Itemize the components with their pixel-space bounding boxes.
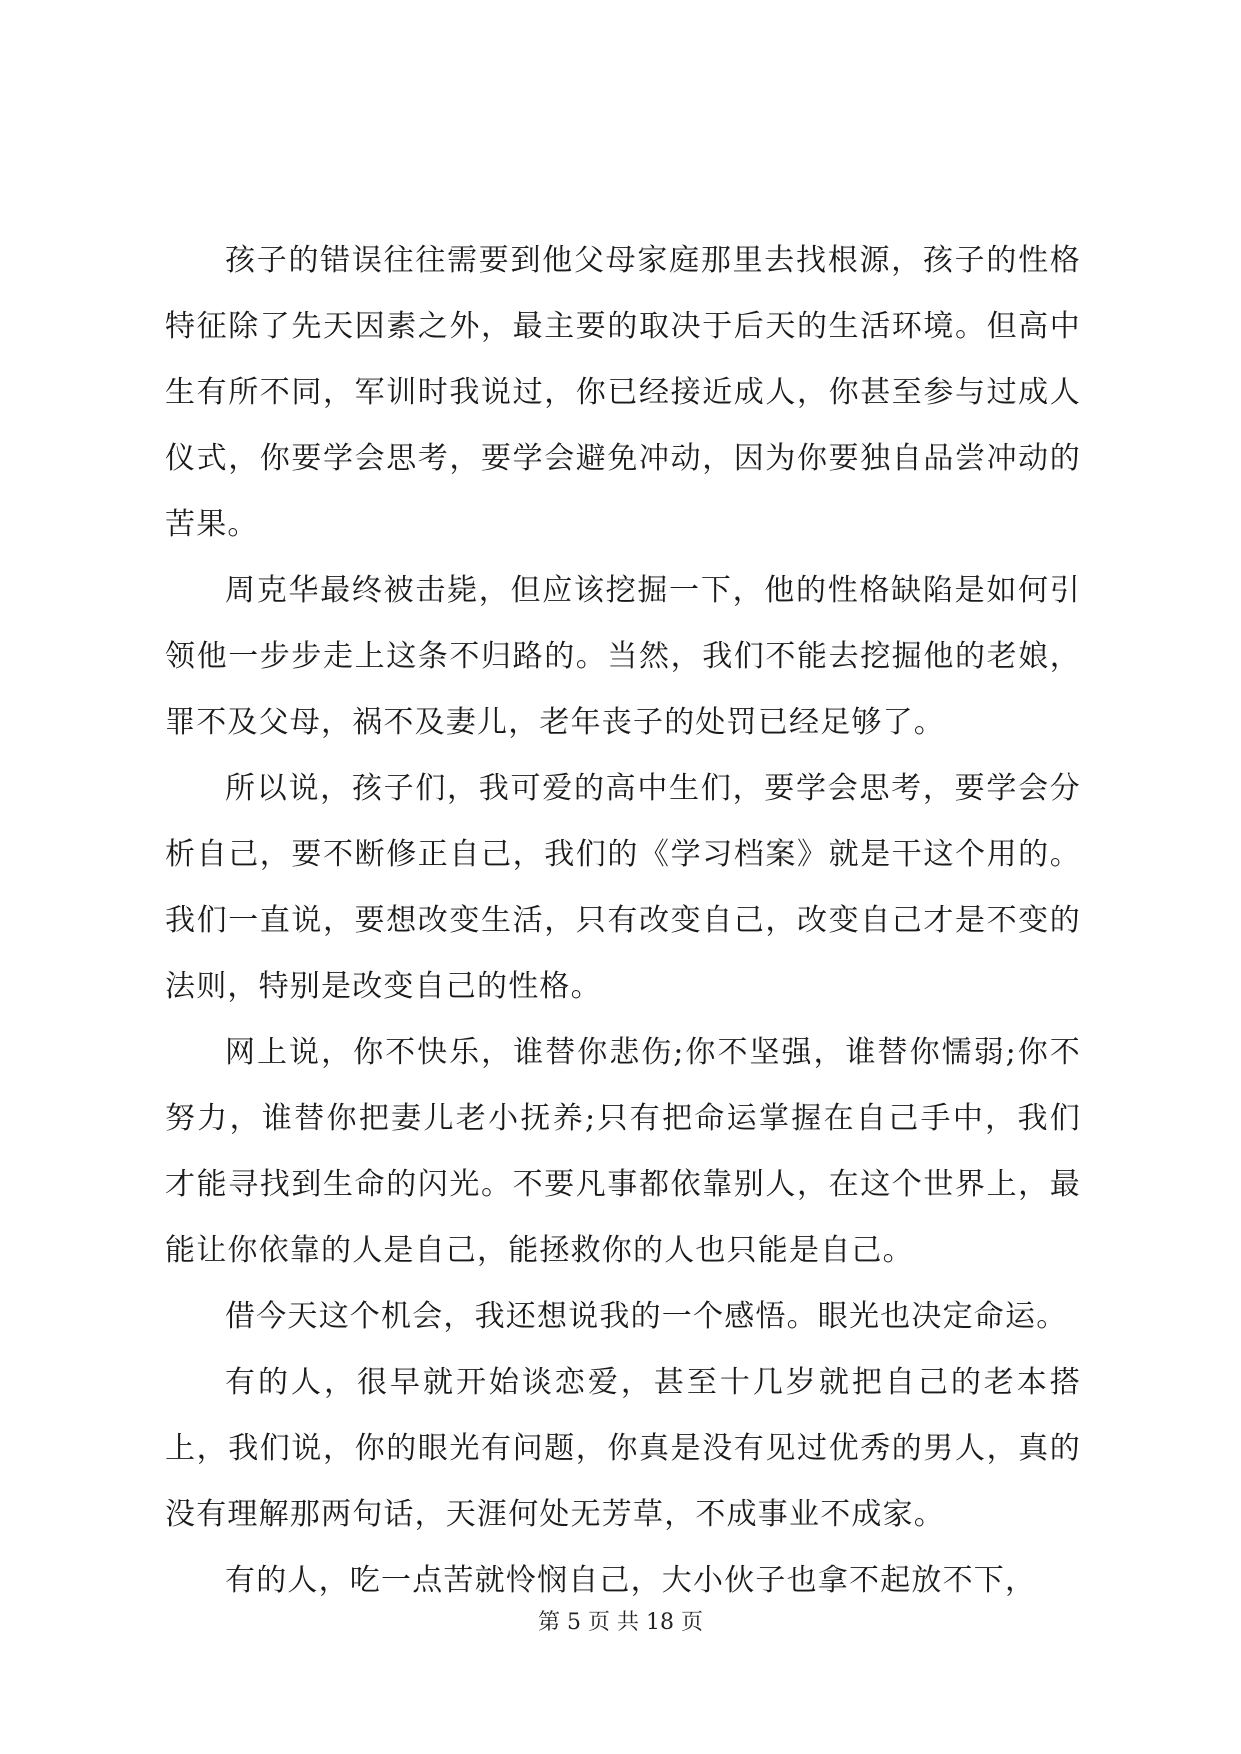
paragraph: 借今天这个机会，我还想说我的一个感悟。眼光也决定命运。 [225,1299,1068,1334]
paragraph: 有的人，吃一点苦就怜悯自己，大小伙子也拿不起放不下， [225,1563,1037,1598]
paragraph: 所以说，孩子们，我可爱的高中生们，要学会思考，要学会分析自己，要不断修正自己，我们的《学习档案》就是干这个用的。我们一直说，要想改变生活，只有改变自己，改变自己才是不变的法则，特别是改变自己的性格。 [165,771,1081,1004]
page-number: 第 5 页 共 18 页 [538,1610,703,1635]
paragraph: 有的人，很早就开始谈恋爱，甚至十几岁就把自己的老本搭上，我们说，你的眼光有问题，你真是没有见过优秀的男人，真的没有理解那两句话，天涯何处无芳草，不成事业不成家。 [165,1365,1081,1532]
paragraph: 周克华最终被击毙，但应该挖掘一下，他的性格缺陷是如何引领他一步步走上这条不归路的。当然，我们不能去挖掘他的老娘，罪不及父母，祸不及妻儿，老年丧子的处罚已经足够了。 [165,573,1081,740]
paragraph: 网上说，你不快乐，谁替你悲伤;你不坚强，谁替你懦弱;你不努力，谁替你把妻儿老小抚养;只有把命运掌握在自己手中，我们才能寻找到生命的闪光。不要凡事都依靠别人，在这个世界上，最能让你依靠的人是自己，能拯救你的人也只能是自己。 [165,1035,1081,1268]
document-body [165,228,1081,1614]
paragraph: 孩子的错误往往需要到他父母家庭那里去找根源，孩子的性格特征除了先天因素之外，最主要的取决于后天的生活环境。但高中生有所不同，军训时我说过，你已经接近成人，你甚至参与过成人仪式，你要学会思考，要学会避免冲动，因为你要独自品尝冲动的苦果。 [165,243,1081,542]
